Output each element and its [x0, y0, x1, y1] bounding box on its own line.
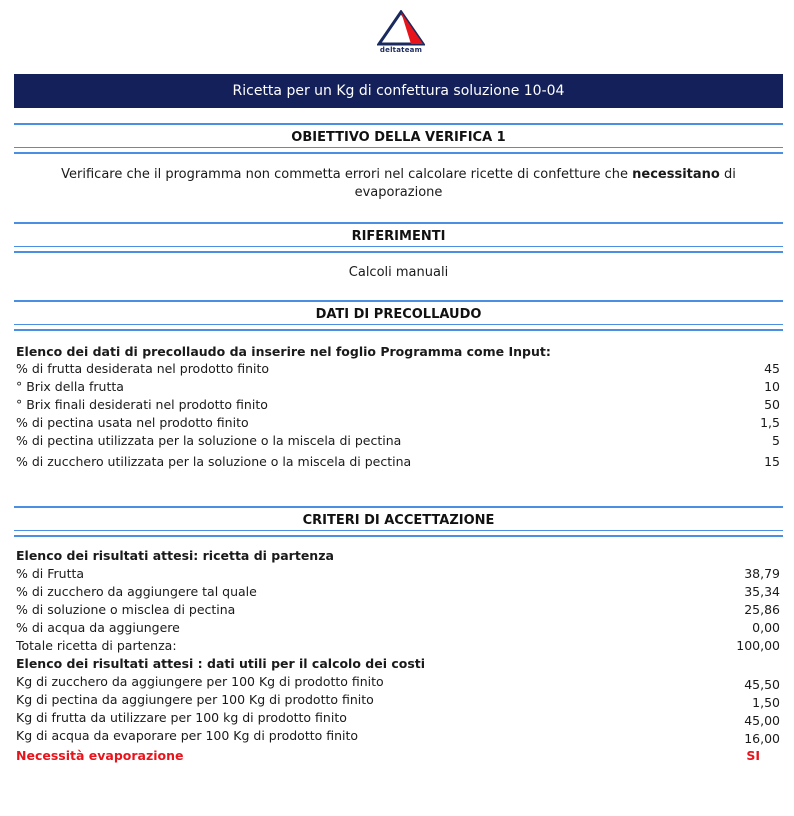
riferimenti-text: Calcoli manuali — [348, 265, 449, 280]
ricetta-total-row: Totale ricetta di partenza: 100,00 — [16, 638, 780, 653]
costi-row: Kg di pectina da aggiungere per 100 Kg di prodotto finito 1,50 — [16, 692, 780, 710]
ricetta-row: % di acqua da aggiungere 0,00 — [16, 620, 780, 635]
section-criteri-title: CRITERI DI ACCETTAZIONE — [14, 506, 783, 532]
precollaudo-row: % di pectina utilizzata per la soluzione o la miscela di pectina 5 — [16, 433, 780, 448]
triangle-logo-icon — [377, 10, 425, 46]
evaporazione-value: SI — [746, 748, 760, 763]
costi-row: Kg di zucchero da aggiungere per 100 Kg di prodotto finito 45,50 — [16, 674, 780, 692]
criteri-heading-ricetta: Elenco dei risultati attesi: ricetta di partenza — [16, 548, 334, 563]
precollaudo-row: % di zucchero utilizzata per la soluzione o la miscela di pectina 15 — [16, 454, 780, 469]
ricetta-row: % di Frutta 38,79 — [16, 566, 780, 581]
ricetta-row: % di zucchero da aggiungere tal quale 35,34 — [16, 584, 780, 599]
precollaudo-row: % di pectina usata nel prodotto finito 1,5 — [16, 415, 780, 430]
obiettivo-text: Verificare che il programma non commetta errori nel calcolare ricette di confetture che necessitano di evaporazione — [61, 167, 736, 200]
evaporazione-row — [16, 748, 760, 766]
logo-text: deltateam — [379, 46, 423, 54]
costi-row: Kg di acqua da evaporare per 100 Kg di prodotto finito 16,00 — [16, 728, 780, 746]
section-riferimenti-title: RIFERIMENTI — [14, 222, 783, 248]
obiettivo-bold-word: necessitano — [632, 167, 720, 182]
section-obiettivo-title: OBIETTIVO DELLA VERIFICA 1 — [14, 123, 783, 149]
precollaudo-row: ° Brix della frutta 10 — [16, 379, 780, 394]
costi-row: Kg di frutta da utilizzare per 100 kg di prodotto finito 45,00 — [16, 710, 780, 728]
precollaudo-row: ° Brix finali desiderati nel prodotto finito 50 — [16, 397, 780, 412]
evaporazione-label: Necessità evaporazione — [16, 748, 184, 763]
criteri-heading-costi: Elenco dei risultati attesi : dati utili per il calcolo dei costi — [16, 656, 426, 671]
precollaudo-row: % di frutta desiderata nel prodotto finito 45 — [16, 361, 780, 376]
deltateam-logo — [377, 10, 425, 56]
precollaudo-heading: Elenco dei dati di precollaudo da inserire nel foglio Programma come Input: — [16, 344, 551, 359]
ricetta-row: % di soluzione o misclea di pectina 25,86 — [16, 602, 780, 617]
document-title: Ricetta per un Kg di confettura soluzione 10-04 — [232, 83, 565, 99]
section-precollaudo-title: DATI DI PRECOLLAUDO — [14, 300, 783, 326]
document-title-banner — [14, 74, 783, 108]
